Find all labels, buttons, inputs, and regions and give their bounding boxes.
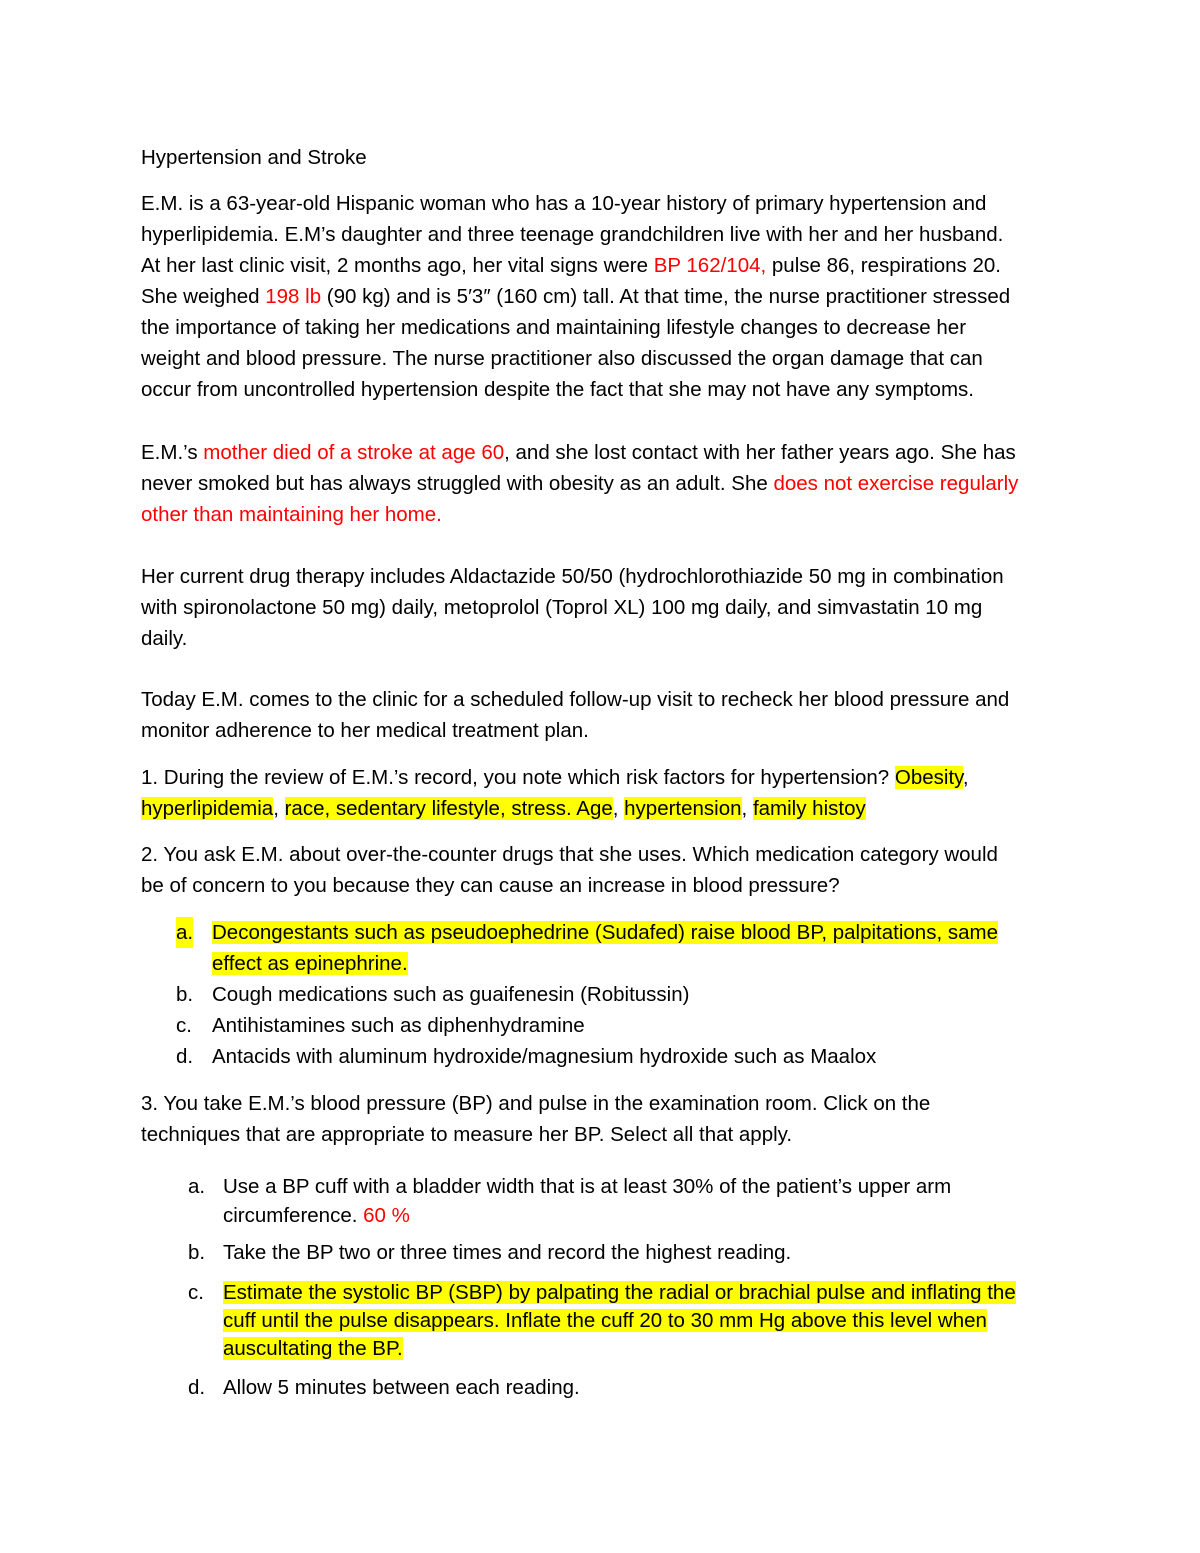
text-line: At her last clinic visit, 2 months ago, her vital signs were BP 162/104, pulse 86, respirations 20.: [141, 254, 1001, 277]
question-text: 1. During the review of E.M.’s record, you note which risk factors for hypertension? Obesity,: [141, 766, 969, 789]
text-line: E.M. is a 63-year-old Hispanic woman who has a 10-year history of primary hypertension and: [141, 192, 987, 215]
highlighted-answer: hypertension: [624, 797, 742, 820]
option-marker: c.: [176, 1014, 192, 1037]
vital-bp-emphasis: BP 162/104,: [653, 254, 767, 277]
text-line: Today E.M. comes to the clinic for a scheduled follow-up visit to recheck her blood pressure and: [141, 688, 1010, 711]
option-marker: c.: [188, 1281, 204, 1304]
text-line: never smoked but has always struggled with obesity as an adult. She does not exercise regularly: [141, 472, 1019, 495]
option-text: Allow 5 minutes between each reading.: [223, 1376, 580, 1399]
option-marker: b.: [176, 983, 194, 1006]
text-line: hyperlipidemia. E.M’s daughter and three teenage grandchildren live with her and her husband.: [141, 223, 1004, 246]
document-title: Hypertension and Stroke: [141, 146, 367, 169]
text-line: weight and blood pressure. The nurse practitioner also discussed the organ damage that can: [141, 347, 983, 370]
highlighted-answer: family histoy: [752, 797, 866, 820]
option-text: Decongestants such as pseudoephedrine (Sudafed) raise blood BP, palpitations, same: [212, 921, 998, 944]
option-text: Estimate the systolic BP (SBP) by palpating the radial or brachial pulse and inflating the: [223, 1281, 1016, 1304]
option-text: Antacids with aluminum hydroxide/magnesium hydroxide such as Maalox: [212, 1045, 877, 1068]
text-line: monitor adherence to her medical treatment plan.: [141, 719, 589, 742]
option-text: circumference. 60 %: [223, 1204, 410, 1227]
highlighted-answer: race, sedentary lifestyle, stress. Age: [284, 797, 613, 820]
option-text: effect as epinephrine.: [212, 952, 408, 975]
option-marker: a.: [176, 917, 193, 948]
question-text: 2. You ask E.M. about over-the-counter drugs that she uses. Which medication category would: [141, 843, 998, 866]
option-text: auscultating the BP.: [223, 1337, 403, 1360]
option-text: Use a BP cuff with a bladder width that is at least 30% of the patient’s upper arm: [223, 1175, 952, 1198]
highlighted-answer: Obesity: [894, 766, 963, 789]
text-line: the importance of taking her medications and maintaining lifestyle changes to decrease her: [141, 316, 967, 339]
option-text: cuff until the pulse disappears. Inflate the cuff 20 to 30 mm Hg above this level when: [223, 1309, 987, 1332]
question-text: be of concern to you because they can cause an increase in blood pressure?: [141, 874, 840, 897]
text-line: E.M.’s mother died of a stroke at age 60, and she lost contact with her father years ago. She has: [141, 441, 1016, 464]
weight-emphasis: 198 lb: [265, 285, 322, 308]
text-line: occur from uncontrolled hypertension despite the fact that she may not have any symptoms.: [141, 378, 974, 401]
option-marker: d.: [188, 1376, 206, 1399]
text-line: with spironolactone 50 mg) daily, metoprolol (Toprol XL) 100 mg daily, and simvastatin 10 mg: [141, 596, 983, 619]
option-text: Antihistamines such as diphenhydramine: [212, 1014, 585, 1037]
text-line: other than maintaining her home.: [141, 503, 442, 526]
answer-note: 60 %: [363, 1204, 410, 1227]
family-history-emphasis: mother died of a stroke at age 60: [203, 441, 505, 464]
answer-line: hyperlipidemia, race, sedentary lifestyle, stress. Age, hypertension, family histoy: [141, 797, 866, 820]
option-marker: a.: [188, 1175, 206, 1198]
text-line: daily.: [141, 627, 188, 650]
option-text: Take the BP two or three times and record the highest reading.: [223, 1241, 792, 1264]
text-line: Her current drug therapy includes Aldactazide 50/50 (hydrochlorothiazide 50 mg in combination: [141, 565, 1004, 588]
text-line: She weighed 198 lb (90 kg) and is 5′3″ (160 cm) tall. At that time, the nurse practitioner stressed: [141, 285, 1011, 308]
exercise-emphasis: does not exercise regularly: [773, 472, 1019, 495]
question-text: techniques that are appropriate to measure her BP. Select all that apply.: [141, 1123, 793, 1146]
option-marker: b.: [188, 1241, 206, 1264]
question-text: 3. You take E.M.’s blood pressure (BP) and pulse in the examination room. Click on the: [141, 1092, 931, 1115]
highlighted-answer: hyperlipidemia: [141, 797, 274, 820]
option-marker: d.: [176, 1045, 194, 1068]
option-text: Cough medications such as guaifenesin (Robitussin): [212, 983, 690, 1006]
